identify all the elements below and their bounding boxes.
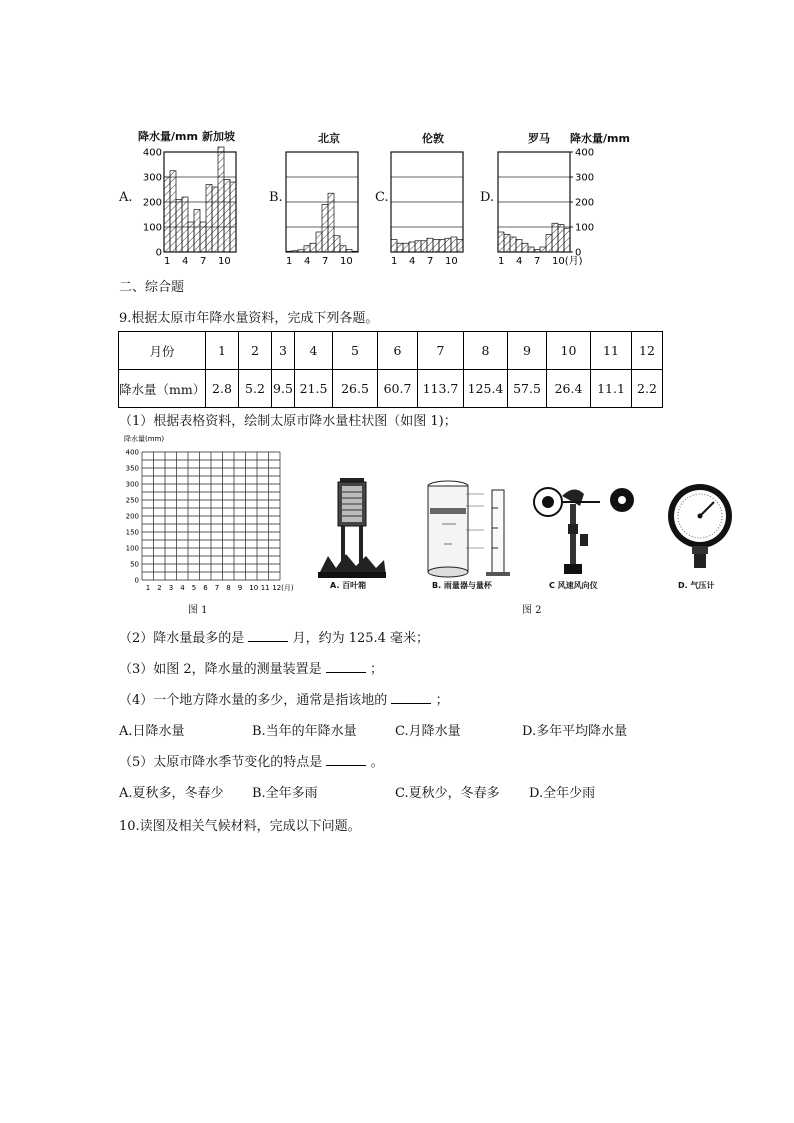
table-cell: 3 xyxy=(272,332,295,370)
bar xyxy=(439,240,445,253)
chart-c-title: 伦敦 xyxy=(422,132,444,145)
fig1-x-tick-label: 2 xyxy=(157,584,162,592)
chart-a-ylabel: 降水量/mm xyxy=(138,130,198,143)
x-tick-label: 10(月) xyxy=(552,256,583,267)
bar xyxy=(328,193,334,252)
q9-sub3 xyxy=(119,658,383,677)
x-tick-label: 4 xyxy=(409,256,416,267)
fig1-x-tick-label: 8 xyxy=(226,584,231,592)
q9-sub5-text-a: （5）太原市降水季节变化的特点是 xyxy=(119,755,323,770)
chart-b xyxy=(278,142,378,270)
chart-c xyxy=(383,142,483,270)
bar xyxy=(528,247,534,252)
q9-sub2-text-b: 月，约为 125.4 毫米； xyxy=(292,631,430,646)
chart-d-option[interactable]: D. xyxy=(480,190,495,205)
chart-a-option[interactable]: A. xyxy=(119,190,133,205)
y-tick-label: 0 xyxy=(155,247,162,259)
bar xyxy=(322,205,328,253)
rain-gauge-icon xyxy=(422,478,518,578)
q9-sub3-text-b: ； xyxy=(369,662,383,677)
x-tick-label: 1 xyxy=(286,256,293,267)
table-row xyxy=(119,370,663,408)
x-tick-label: 4 xyxy=(182,256,189,267)
table-cell: 57.5 xyxy=(508,370,547,408)
fig1-blank-grid[interactable] xyxy=(118,432,298,612)
table-cell: 113.7 xyxy=(418,370,464,408)
bar xyxy=(334,236,340,252)
x-tick-label: 7 xyxy=(322,256,329,267)
x-tick-label: 7 xyxy=(200,256,207,267)
y-tick-label: 100 xyxy=(575,222,595,234)
bar xyxy=(218,147,224,252)
fig1-x-tick-label: 11 xyxy=(260,584,270,592)
fig2-caption: 图 2 xyxy=(522,605,542,616)
q9-sub4-text-a: （4）一个地方降水量的多少，通常是指该地的 xyxy=(119,693,388,708)
fig1-x-tick-label: 7 xyxy=(214,584,220,592)
q9-sub3-text-a: （3）如图 2，降水量的测量装置是 xyxy=(119,662,322,677)
bar xyxy=(212,187,218,252)
table-cell: 11.1 xyxy=(591,370,632,408)
fig2-label-c: C 风速风向仪 xyxy=(549,581,598,590)
q9-sub4-option-a[interactable]: A.日降水量 xyxy=(119,724,185,739)
bar xyxy=(403,243,409,252)
x-tick-label: 1 xyxy=(164,256,171,267)
fig1-x-tick-label: 1 xyxy=(145,584,151,592)
bar xyxy=(522,243,528,252)
bar xyxy=(340,246,346,252)
chart-b-title: 北京 xyxy=(318,132,340,145)
q9-sub2 xyxy=(119,627,429,646)
chart-d xyxy=(488,142,634,270)
bar xyxy=(176,200,182,253)
bar xyxy=(391,240,397,253)
bar xyxy=(457,240,463,253)
y-tick-label: 100 xyxy=(142,222,162,234)
q9-sub2-text-a: （2）降水量最多的是 xyxy=(119,631,245,646)
x-tick-label: 4 xyxy=(516,256,523,267)
fig1-y-tick-label: 250 xyxy=(125,496,139,505)
table-cell: 5 xyxy=(333,332,378,370)
fig1-x-tick-label: 4 xyxy=(180,584,185,592)
y-tick-label: 200 xyxy=(575,197,595,209)
bar xyxy=(397,243,403,252)
x-tick-label: 4 xyxy=(304,256,311,267)
fig1-caption: 图 1 xyxy=(188,605,208,616)
table-header-precip: 降水量（mm） xyxy=(119,370,206,408)
q9-sub5 xyxy=(119,751,384,770)
table-cell: 6 xyxy=(378,332,418,370)
table-cell: 7 xyxy=(418,332,464,370)
x-tick-label: 7 xyxy=(534,256,541,267)
x-tick-label: 10 xyxy=(340,256,353,267)
bar xyxy=(433,240,439,253)
bar xyxy=(194,210,200,253)
table-cell: 8 xyxy=(464,332,508,370)
bar xyxy=(504,235,510,253)
fig1-y-tick-label: 200 xyxy=(125,512,139,521)
q9-sub5-answer-blank[interactable] xyxy=(326,753,366,766)
bar xyxy=(510,237,516,252)
table-cell: 26.4 xyxy=(547,370,591,408)
bar xyxy=(230,182,236,252)
fig1-y-tick-label: 350 xyxy=(125,464,139,473)
q9-sub4-option-c[interactable]: C.月降水量 xyxy=(395,724,461,739)
fig1-y-tick-label: 50 xyxy=(130,560,139,569)
fig1-y-tick-label: 300 xyxy=(125,480,139,489)
chart-d-ylabel: 降水量/mm xyxy=(570,132,630,145)
anemometer-icon xyxy=(528,480,644,578)
x-tick-label: 10 xyxy=(445,256,458,267)
chart-a-title: 新加坡 xyxy=(202,130,235,143)
y-tick-label: 200 xyxy=(142,197,162,209)
bar xyxy=(540,247,546,252)
bar xyxy=(170,171,176,252)
louver-box-icon xyxy=(316,476,388,588)
fig2-label-a: A. 百叶箱 xyxy=(330,581,367,590)
table-cell: 10 xyxy=(547,332,591,370)
fig1-x-tick-label: 6 xyxy=(203,584,208,592)
bar xyxy=(546,235,552,253)
bar xyxy=(316,232,322,252)
x-tick-label: 7 xyxy=(427,256,434,267)
fig2-label-b: B. 雨量器与量杯 xyxy=(432,581,492,590)
table-cell: 2 xyxy=(239,332,272,370)
table-cell: 60.7 xyxy=(378,370,418,408)
table-header-month: 月份 xyxy=(119,332,206,370)
bar xyxy=(445,238,451,252)
fig1-x-tick-label: 3 xyxy=(168,584,174,592)
fig1-ylabel: 降水量(mm) xyxy=(124,435,165,443)
bar xyxy=(552,223,558,252)
bar xyxy=(409,242,415,252)
bar xyxy=(206,185,212,253)
bar xyxy=(200,222,206,252)
bar xyxy=(182,197,188,252)
fig2-label-d: D. 气压计 xyxy=(678,581,715,590)
barometer-icon xyxy=(664,482,736,572)
y-tick-label: 0 xyxy=(575,247,582,259)
fig1-x-tick-label: 9 xyxy=(237,584,243,592)
bar xyxy=(304,246,310,252)
table-cell: 9 xyxy=(508,332,547,370)
y-tick-label: 300 xyxy=(575,172,595,184)
fig1-y-tick-label: 0 xyxy=(134,576,139,585)
precip-table xyxy=(118,331,663,408)
bar xyxy=(164,177,170,252)
q9-sub3-answer-blank[interactable] xyxy=(326,660,366,673)
bar xyxy=(188,222,194,252)
bar xyxy=(498,232,504,252)
q9-sub4 xyxy=(119,689,449,708)
bar xyxy=(224,180,230,253)
section-title: 二、综合题 xyxy=(119,280,185,295)
bar xyxy=(427,238,433,252)
bar xyxy=(516,240,522,253)
y-tick-label: 300 xyxy=(142,172,162,184)
bar xyxy=(451,237,457,252)
table-cell: 125.4 xyxy=(464,370,508,408)
q9-sub4-option-b[interactable]: B.当年的年降水量 xyxy=(252,724,357,739)
q9-sub4-option-d[interactable]: D.多年平均降水量 xyxy=(522,724,628,739)
table-cell: 4 xyxy=(295,332,333,370)
chart-b-option[interactable]: B. xyxy=(269,190,283,205)
q9-title: 9.根据太原市年降水量资料，完成下列各题。 xyxy=(119,311,379,326)
fig1-x-tick-label: 12(月) xyxy=(272,584,294,592)
bar xyxy=(310,243,316,252)
table-cell: 11 xyxy=(591,332,632,370)
fig1-x-tick-label: 5 xyxy=(191,584,197,592)
bar xyxy=(421,241,427,252)
q9-sub5-text-b: 。 xyxy=(370,755,384,770)
q9-sub5-option-b[interactable]: B.全年多雨 xyxy=(252,786,318,801)
bar xyxy=(558,225,564,253)
table-cell: 26.5 xyxy=(333,370,378,408)
q9-sub5-option-c[interactable]: C.夏秋少，冬春多 xyxy=(395,786,500,801)
q10-title: 10.读图及相关气候材料，完成以下问题。 xyxy=(119,819,361,834)
table-cell: 9.5 xyxy=(272,370,295,408)
q9-sub2-answer-blank[interactable] xyxy=(248,629,288,642)
bar xyxy=(415,241,421,252)
y-tick-label: 400 xyxy=(142,147,162,159)
chart-a xyxy=(140,142,268,270)
fig1-y-tick-label: 100 xyxy=(125,544,139,553)
chart-d-title: 罗马 xyxy=(528,132,550,145)
table-cell: 12 xyxy=(632,332,663,370)
table-cell: 2.2 xyxy=(632,370,663,408)
table-cell: 2.8 xyxy=(206,370,239,408)
table-cell: 1 xyxy=(206,332,239,370)
q9-sub5-option-a[interactable]: A.夏秋多，冬春少 xyxy=(119,786,224,801)
x-tick-label: 1 xyxy=(498,256,505,267)
bar xyxy=(564,228,570,252)
table-row xyxy=(119,332,663,370)
q9-sub4-text-b: ； xyxy=(435,693,449,708)
q9-sub5-option-d[interactable]: D.全年少雨 xyxy=(529,786,596,801)
fig1-y-tick-label: 400 xyxy=(125,448,139,457)
x-tick-label: 10 xyxy=(218,256,231,267)
table-cell: 21.5 xyxy=(295,370,333,408)
q9-sub4-answer-blank[interactable] xyxy=(391,691,431,704)
chart-c-option[interactable]: C. xyxy=(375,190,389,205)
fig1-x-tick-label: 10 xyxy=(249,584,259,592)
table-cell: 5.2 xyxy=(239,370,272,408)
x-tick-label: 1 xyxy=(391,256,398,267)
y-tick-label: 400 xyxy=(575,147,595,159)
fig1-y-tick-label: 150 xyxy=(125,528,139,537)
q9-sub1: （1）根据表格资料，绘制太原市降水量柱状图（如图 1)； xyxy=(119,414,457,429)
